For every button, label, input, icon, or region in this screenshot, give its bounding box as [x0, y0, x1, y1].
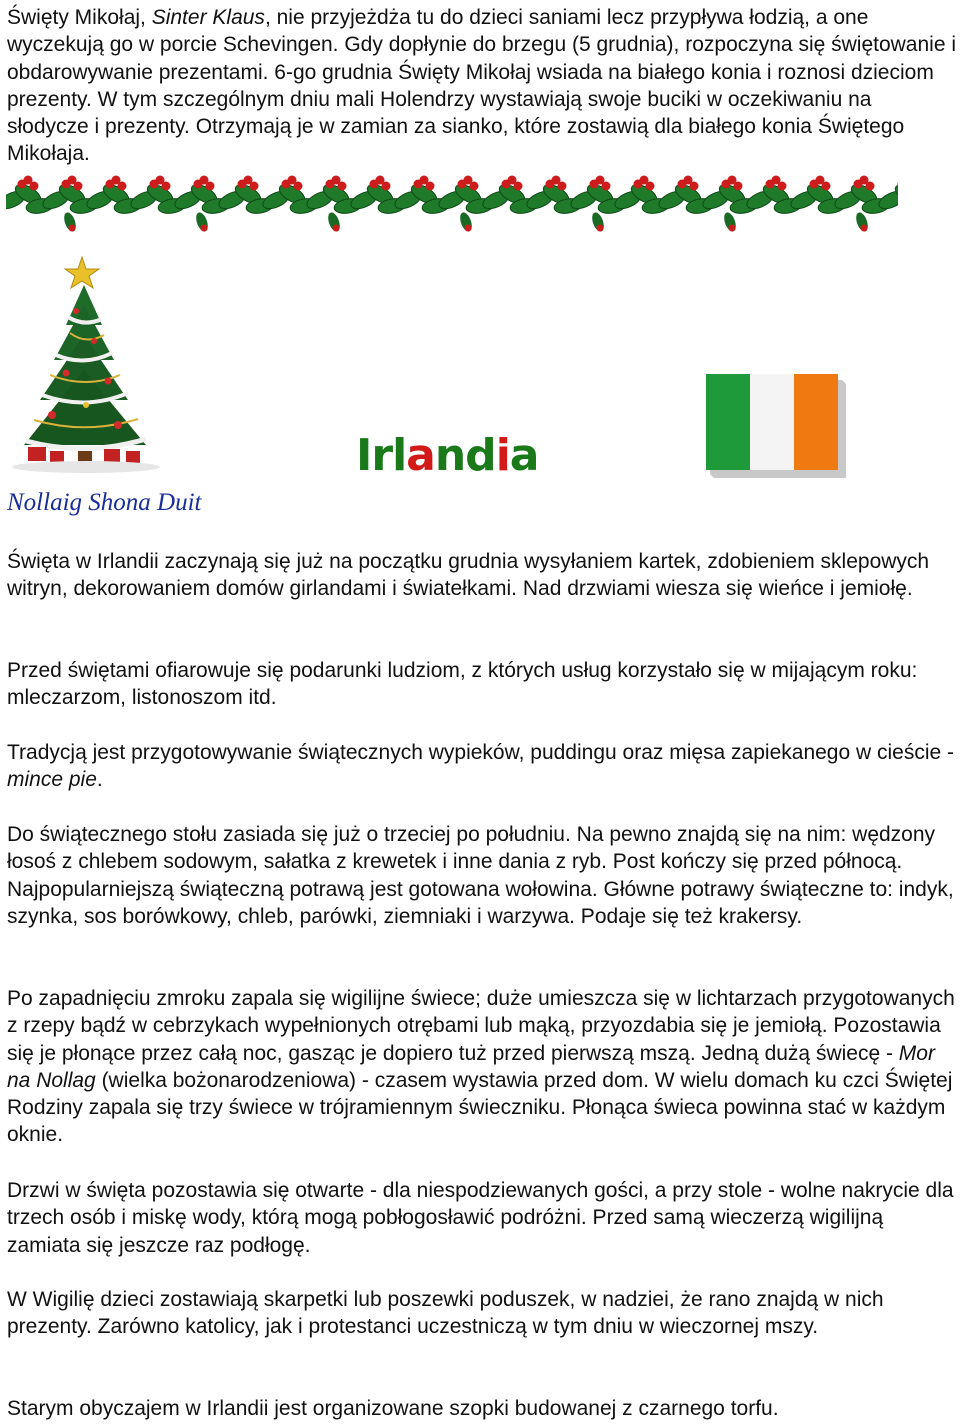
holly-berry — [162, 182, 171, 191]
holly-berry — [861, 225, 868, 232]
paragraph-text: Tradycją jest przygotowywanie świątecznych wypieków, puddingu oraz mięsa zapiekanego w cieście - — [7, 741, 955, 764]
paragraph-text: . — [96, 768, 103, 792]
paragraph-nativity: Starym obyczajem w Irlandii jest organizowane szopki budowanej z czarnego torfu. — [7, 1397, 779, 1420]
holly-berry — [118, 182, 127, 191]
greeting-text: Nollaig Shona Duit — [7, 489, 202, 516]
holly-berry — [201, 225, 208, 232]
paragraph-candles — [7, 985, 957, 1149]
title-part: Irl — [356, 430, 407, 481]
holly-berry — [597, 225, 604, 232]
title-part: i — [495, 430, 510, 481]
holly-berry — [382, 182, 391, 191]
title-part: nd — [434, 430, 496, 481]
holly-berry — [426, 182, 435, 191]
mince-pie-term: mince pie — [7, 768, 97, 792]
paragraph-decorations: Święta w Irlandii zaczynają się już na początku grudnia wysyłaniem kartek, zdobieniem sklepowych witryn, dekorowaniem domów girlandami i światełkami. Nad drzwiami wiesza się wieńce i jemiołę. — [7, 550, 930, 601]
paragraph-text: (wielka bożonarodzeniowa) - czasem wystawia przed dom. W wielu domach ku czci Świętej Rodziny zapala się trzy świece w trójramiennym świeczniku. Płonąca świeca powinna stać w każdym oknie. — [7, 1068, 953, 1147]
intro-text-1: Święty Mikołaj, — [7, 6, 152, 29]
flag-stripe-white — [750, 374, 794, 470]
christmas-tree-icon — [6, 255, 166, 475]
flag-stripe-orange — [794, 374, 838, 470]
irish-flag-icon — [706, 374, 846, 478]
intro-text-2: , nie przyjeżdża tu do dzieci saniami lecz przypływa łodzią, a one wyczekują go w porcie Schevingen. Gdy dopłynie do brzegu (5 grudnia), rozpoczyna się świętowanie i obdarowywanie prezentami. 6-go grudnia Święty Mikołaj wsiada na białego konia i roznosi dzieciom prezenty. W tym szczególnym dniu mali Holendrzy wystawiają swoje buciki w oczekiwaniu na słodycze i prezenty. Otrzymają je w zamian za sianko, które zostawią dla białego konia Świętego Mikołaja. — [7, 6, 957, 166]
holly-berry — [514, 182, 523, 191]
title-part: a — [509, 430, 539, 481]
holly-berry — [30, 182, 39, 191]
paragraph-baking — [7, 739, 957, 794]
title-part: a — [406, 430, 435, 481]
paragraph-text: Po zapadnięciu zmroku zapala się wigilijne świece; duże umieszcza się w lichtarzach przygotowanych z rzepy bądź w cebrzykach wypełnionych otrębami lub mąką, przyozdabia się je jemiołą. Pozostawia się je płonące przez całą noc, gasząc je dopiero tuż przed pierwszą mszą. Jedną dużą świecę - — [7, 987, 955, 1065]
holly-berry — [729, 225, 736, 232]
holly-berry — [69, 225, 76, 232]
holly-berry — [74, 182, 83, 191]
holly-berry — [558, 182, 567, 191]
intro-sinter-klaus: Sinter Klaus — [151, 6, 265, 29]
holly-berry — [470, 182, 479, 191]
holly-berry — [778, 182, 787, 191]
holly-garland-icon — [6, 170, 898, 232]
holly-berry — [250, 182, 259, 191]
holly-berry — [602, 182, 611, 191]
holly-berry — [294, 182, 303, 191]
paragraph-open-doors: Drzwi w święta pozostawia się otwarte - dla niespodziewanych gości, a przy stole - wolne nakrycie dla trzech osób i miskę wody, którą mogą pobłogosławić podróżni. Przed samą wieczerzą wigilijną zamiata się jeszcze raz podłogę. — [7, 1179, 954, 1257]
holly-berry — [690, 182, 699, 191]
holly-berry — [866, 182, 875, 191]
section-title — [356, 430, 538, 481]
mor-na-nollag-term: Mor na Nollag — [7, 1041, 935, 1092]
paragraph-stockings: W Wigilię dzieci zostawiają skarpetki lub poszewki poduszek, w nadziei, że rano znajdą w nich prezenty. Zarówno katolicy, jak i protestanci uczestniczą w tym dniu w wieczornej mszy. — [7, 1288, 884, 1339]
intro-paragraph — [7, 4, 957, 168]
holly-berry — [338, 182, 347, 191]
holly-berry — [734, 182, 743, 191]
paragraph-dinner: Do świątecznego stołu zasiada się już o trzeciej po południu. Na pewno znajdą się na nim: wędzony łosoś z chlebem sodowym, sałatka z krewetek i inne dania z ryb. Post kończy się przed północą. Najpopularniejszą świąteczną potrawą jest gotowana wołowina. Główne potrawy świąteczne to: indyk, szynka, sos borówkowy, chleb, parówki, ziemniaki i warzywa. Podaje się też krakersy. — [7, 823, 954, 928]
holly-berry — [646, 182, 655, 191]
paragraph-gifts: Przed świętami ofiarowuje się podarunki ludziom, z których usług korzystało się w mijającym roku: mleczarzom, listonoszom itd. — [7, 659, 918, 710]
holly-berry — [822, 182, 831, 191]
holly-berry — [206, 182, 215, 191]
holly-berry — [465, 225, 472, 232]
flag-stripe-green — [706, 374, 750, 470]
holly-berry — [333, 225, 340, 232]
